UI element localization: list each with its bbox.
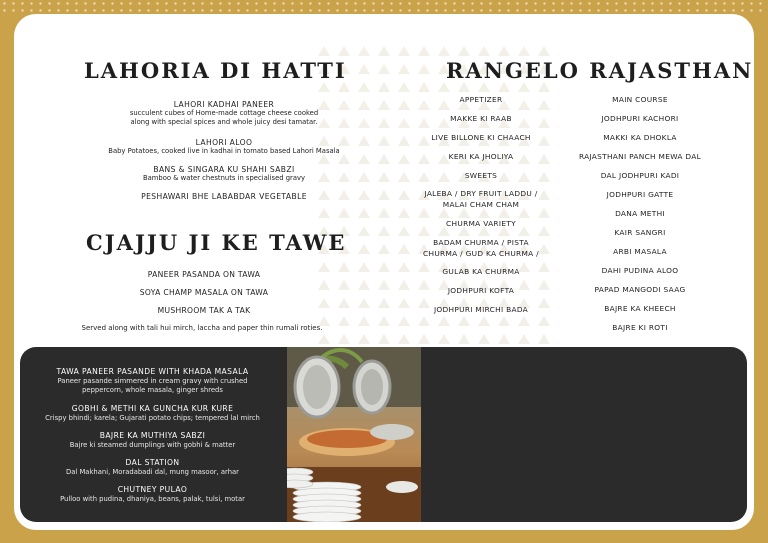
- tawe-item: MUSHROOM TAK A TAK: [157, 306, 251, 315]
- dish-description: succulent cubes of Home-made cottage cheese cooked: [129, 109, 319, 117]
- rajasthan-left-item: MAKKE KI RAAB: [450, 114, 512, 123]
- rajasthan-right-item: DAHI PUDINA ALOO: [601, 266, 679, 275]
- rajasthan-left-item: BADAM CHURMA / PISTA: [433, 238, 529, 247]
- rajasthan-right-item: BAJRE KA KHEECH: [604, 304, 676, 313]
- rajasthan-right-item: KAIR SANGRI: [614, 228, 666, 237]
- rajasthan-right-item: DAL JODHPURI KADI: [600, 171, 680, 180]
- rajasthan-left-item: JODHPURI MIRCHI BADA: [433, 305, 529, 314]
- dark-dish-description: Paneer pasande simmered in cream gravy with crushed: [57, 377, 248, 385]
- tawe-item: SOYA CHAMP MASALA ON TAWA: [139, 288, 269, 297]
- rajasthan-left-item: LIVE BILLONE KI CHAACH: [431, 133, 531, 142]
- dish-description: Bamboo & water chestnuts in specialised gravy: [142, 174, 306, 182]
- rajasthan-left-item: GULAB KA CHURMA: [442, 267, 520, 276]
- dark-dish-title: TAWA PANEER PASANDE WITH KHADA MASALA: [56, 367, 249, 376]
- rajasthan-left-item: SWEETS: [464, 171, 498, 180]
- dark-dish-title: GOBHI & METHI KA GUNCHA KUR KURE: [71, 404, 234, 413]
- rajasthan-left-item: APPETIZER: [459, 95, 503, 104]
- rajasthan-right-item: ARBI MASALA: [613, 247, 667, 256]
- tawe-heading: CJAJJU JI KE TAWE: [86, 230, 347, 255]
- tawe-item: PANEER PASANDA ON TAWA: [147, 270, 261, 279]
- rajasthan-left-item: CHURMA VARIETY: [446, 219, 516, 228]
- dark-dish-description: Bajre ki steamed dumplings with gobhi & matter: [69, 441, 236, 449]
- rajasthan-right-item: PAPAD MANGODI SAAG: [594, 285, 686, 294]
- dish-title: BANS & SINGARA KU SHAHI SABZI: [153, 165, 295, 174]
- rajasthan-heading: RANGELO RAJASTHAN: [446, 58, 754, 83]
- rajasthan-right-item: RAJASTHANI PANCH MEWA DAL: [578, 152, 702, 161]
- rajasthan-right-item: MAIN COURSE: [612, 95, 668, 104]
- dish-title: LAHORI KADHAI PANEER: [173, 100, 275, 109]
- lahoria-dish-4: [54, 192, 394, 201]
- rajasthan-left-item: MALAI CHAM CHAM: [442, 200, 520, 209]
- lahoria-dish-2: [54, 138, 394, 156]
- rajasthan-right-item: JODHPURI KACHORI: [601, 114, 679, 123]
- dark-dish-description: peppercorn, whole masala, ginger shreds: [82, 386, 223, 394]
- rajasthan-right-item: MAKKI KA DHOKLA: [603, 133, 677, 142]
- rajasthan-right-item: JODHPURI GATTE: [606, 190, 674, 199]
- rajasthan-left-item: JODHPURI KOFTA: [447, 286, 515, 295]
- buffet-illustration: [287, 347, 421, 522]
- dark-dish-title: DAL STATION: [125, 458, 180, 467]
- dark-menu-panel: [20, 347, 747, 522]
- rajasthan-left-item: KERI KA JHOLIYA: [448, 152, 514, 161]
- dish-description: Baby Potatoes, cooked live in kadhai in tomato based Lahori Masala: [108, 147, 340, 155]
- dish-description: along with special spices and whole juicy desi tamatar.: [130, 118, 318, 126]
- dish-title: PESHAWARI BHE LABABDAR VEGETABLE: [141, 192, 307, 201]
- lahoria-dish-1: [54, 100, 394, 127]
- rajasthan-right-item: DANA METHI: [615, 209, 665, 218]
- lahoria-dish-3: [54, 165, 394, 183]
- dark-dish-description: Pulloo with pudina, dhaniya, beans, palak, tulsi, motar: [60, 495, 245, 503]
- tawe-note: Served along with tali hui mirch, laccha and paper thin rumali roties.: [81, 324, 323, 332]
- rajasthan-left-item: JALEBA / DRY FRUIT LADDU /: [424, 189, 538, 198]
- dark-dish-title: CHUTNEY PULAO: [117, 485, 188, 494]
- rajasthan-right-item: BAJRE KI ROTI: [612, 323, 668, 332]
- rajasthan-left-item: CHURMA / GUD KA CHURMA /: [423, 249, 539, 258]
- dark-dish-description: Dal Makhani, Moradabadi dal, mung masoor, arhar: [66, 468, 239, 476]
- buffet-chafing-dishes-photo: [287, 347, 421, 522]
- lahoria-heading: LAHORIA DI HATTI: [84, 58, 347, 83]
- dish-title: LAHORI ALOO: [195, 138, 253, 147]
- dark-dish-description: Crispy bhindi; karela; Gujarati potato chips; tempered lal mirch: [45, 414, 260, 422]
- dark-dish-title: BAJRE KA MUTHIYA SABZI: [99, 431, 206, 440]
- frame-sparkle-border: [0, 0, 768, 14]
